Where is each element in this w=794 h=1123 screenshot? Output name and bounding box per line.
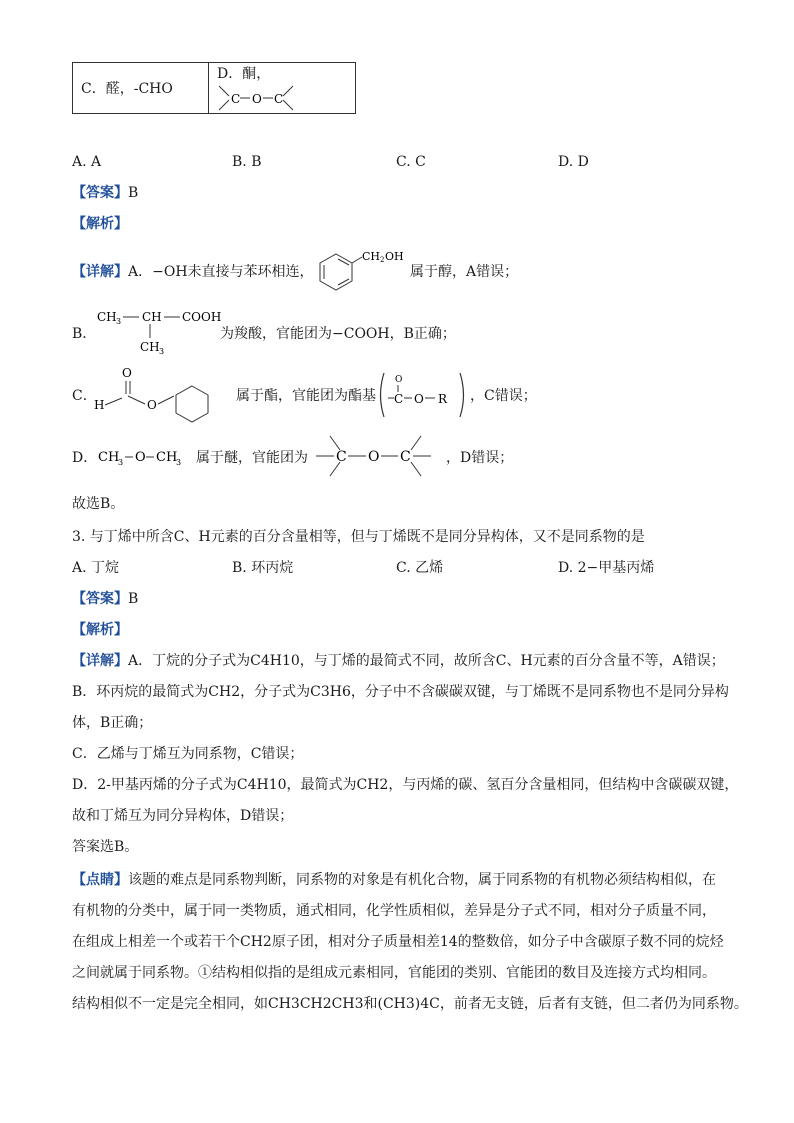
svg-text:CH: CH bbox=[140, 340, 160, 354]
svg-text:O: O bbox=[395, 375, 403, 385]
svg-text:CH: CH bbox=[156, 450, 178, 465]
svg-text:C: C bbox=[231, 92, 241, 106]
q2-choice-b: B. B bbox=[232, 154, 262, 170]
q2-detail-c-tail: ，C错误； bbox=[470, 388, 537, 404]
q2-answer: 【答案】B bbox=[72, 185, 139, 201]
svg-text:3: 3 bbox=[116, 317, 122, 326]
svg-text:3: 3 bbox=[159, 347, 165, 356]
svg-text:C: C bbox=[336, 449, 347, 465]
q3-choice-b: B. 环丙烷 bbox=[232, 560, 294, 576]
svg-text:3: 3 bbox=[176, 458, 182, 467]
q2-detail-d-tail: ，D错误； bbox=[446, 450, 514, 466]
svg-text:CH: CH bbox=[142, 310, 162, 324]
q2-detail-c-mid: 属于酯，官能团为酯基 bbox=[236, 388, 376, 404]
svg-text:O: O bbox=[122, 366, 132, 380]
q3-stem: 3. 与丁烯中所含C、H元素的百分含量相等，但与丁烯既不是同分异构体，又不是同系物的是 bbox=[72, 529, 645, 545]
svg-text:C: C bbox=[400, 449, 411, 465]
q3-answer: 【答案】B bbox=[72, 591, 139, 607]
q2-detail-d-label: D． bbox=[72, 450, 98, 466]
q3-comment-line4: 之间就属于同系物。①结构相似指的是组成元素相同，官能团的类别、官能团的数目及连接方式均相同。 bbox=[72, 965, 716, 981]
q2-conclusion: 故选B。 bbox=[72, 496, 125, 512]
svg-text:COOH: COOH bbox=[182, 310, 222, 324]
q3-detail-d-line1: D．2-甲基丙烯的分子式为C4H10，最简式为CH2，与丙烯的碳、氢百分含量相同，但结构中含碳碳双键， bbox=[72, 777, 739, 793]
q2-detail-c-label: C． bbox=[72, 388, 97, 404]
ether-group-structure-icon bbox=[314, 432, 434, 482]
phenyl-formate-structure-icon bbox=[92, 362, 237, 424]
q3-analysis-tag: 【解析】 bbox=[72, 622, 128, 638]
q2-choice-d: D. D bbox=[558, 154, 589, 170]
svg-text:O: O bbox=[147, 398, 157, 412]
svg-text:C: C bbox=[274, 92, 284, 106]
q3-detail-b-line2: 体，B正确； bbox=[72, 715, 153, 731]
svg-text:O: O bbox=[414, 392, 424, 406]
q3-detail-d-line2: 故和丁烯互为同分异构体，D错误； bbox=[72, 808, 294, 824]
svg-text:CH: CH bbox=[97, 310, 117, 324]
dimethyl-ether-formula-icon bbox=[96, 446, 196, 468]
options-table bbox=[72, 62, 356, 114]
q3-comment-line5: 结构相似不一定是完全相同，如CH3CH2CH3和(CH3)4C，前者无支链，后者有支链，但二者仍为同系物。 bbox=[72, 996, 748, 1012]
svg-text:H: H bbox=[94, 398, 105, 412]
q2-detail-b-tail: 为羧酸，官能团为−COOH，B正确； bbox=[220, 326, 456, 342]
option-d-cell: D．酮， C O C bbox=[209, 63, 356, 114]
svg-text:2: 2 bbox=[380, 256, 385, 264]
q3-comment-line2: 有机物的分类中，属于同一类物质，通式相同，化学性质相似，差异是分子式不同，相对分子质量不同， bbox=[72, 903, 716, 919]
ketone-structure-icon bbox=[217, 83, 297, 113]
svg-text:OH: OH bbox=[385, 250, 404, 263]
q3-detail-c: C．乙烯与丁烯互为同系物，C错误； bbox=[72, 746, 304, 762]
svg-text:CH: CH bbox=[98, 450, 120, 465]
q3-choice-a: A. 丁烷 bbox=[72, 560, 120, 576]
ester-group-structure-icon bbox=[376, 370, 468, 420]
q3-choice-c: C. 乙烯 bbox=[396, 560, 444, 576]
q2-detail-a-tail: 属于醇，A错误； bbox=[410, 264, 519, 280]
svg-text:R: R bbox=[438, 392, 448, 406]
q3-detail-b-line1: B．环丙烷的最简式为CH2，分子式为C3H6，分子中不含碳碳双键，与丁烯既不是同系物也不是同分异构 bbox=[72, 684, 729, 700]
svg-text:C: C bbox=[394, 392, 404, 406]
svg-text:O: O bbox=[135, 450, 146, 465]
benzyl-alcohol-structure-icon bbox=[312, 246, 412, 292]
option-c-cell: C．醛，-CHO bbox=[73, 63, 209, 114]
svg-text:CH: CH bbox=[362, 250, 381, 263]
q3-comment-line1: 【点睛】该题的难点是同系物判断，同系物的对象是有机化合物，属于同系物的有机物必须结构相似，在 bbox=[72, 872, 716, 888]
q3-detail-a: 【详解】A．丁烷的分子式为C4H10，与丁烯的最简式不同，故所含C、H元素的百分含量不等，A错误； bbox=[72, 653, 725, 669]
q2-detail-b-label: B． bbox=[72, 326, 97, 342]
svg-text:O: O bbox=[252, 92, 262, 106]
svg-text:3: 3 bbox=[118, 458, 124, 467]
q2-choice-a: A. A bbox=[72, 154, 102, 170]
isobutyric-acid-structure-icon bbox=[94, 306, 224, 356]
q2-detail-d-mid: 属于醚，官能团为 bbox=[196, 450, 308, 466]
q3-choice-d: D. 2−甲基丙烯 bbox=[558, 560, 655, 576]
svg-text:O: O bbox=[368, 449, 380, 465]
q2-detail-a: 【详解】A．−OH未直接与苯环相连， bbox=[72, 264, 314, 280]
q3-comment-line3: 在组成上相差一个或若干个CH2原子团，相对分子质量相差14的整数倍，如分子中含碳原子数不同的烷烃 bbox=[72, 934, 724, 950]
q2-analysis-tag: 【解析】 bbox=[72, 216, 128, 232]
q3-conclusion: 答案选B。 bbox=[72, 839, 139, 855]
q2-choice-c: C. C bbox=[396, 154, 426, 170]
